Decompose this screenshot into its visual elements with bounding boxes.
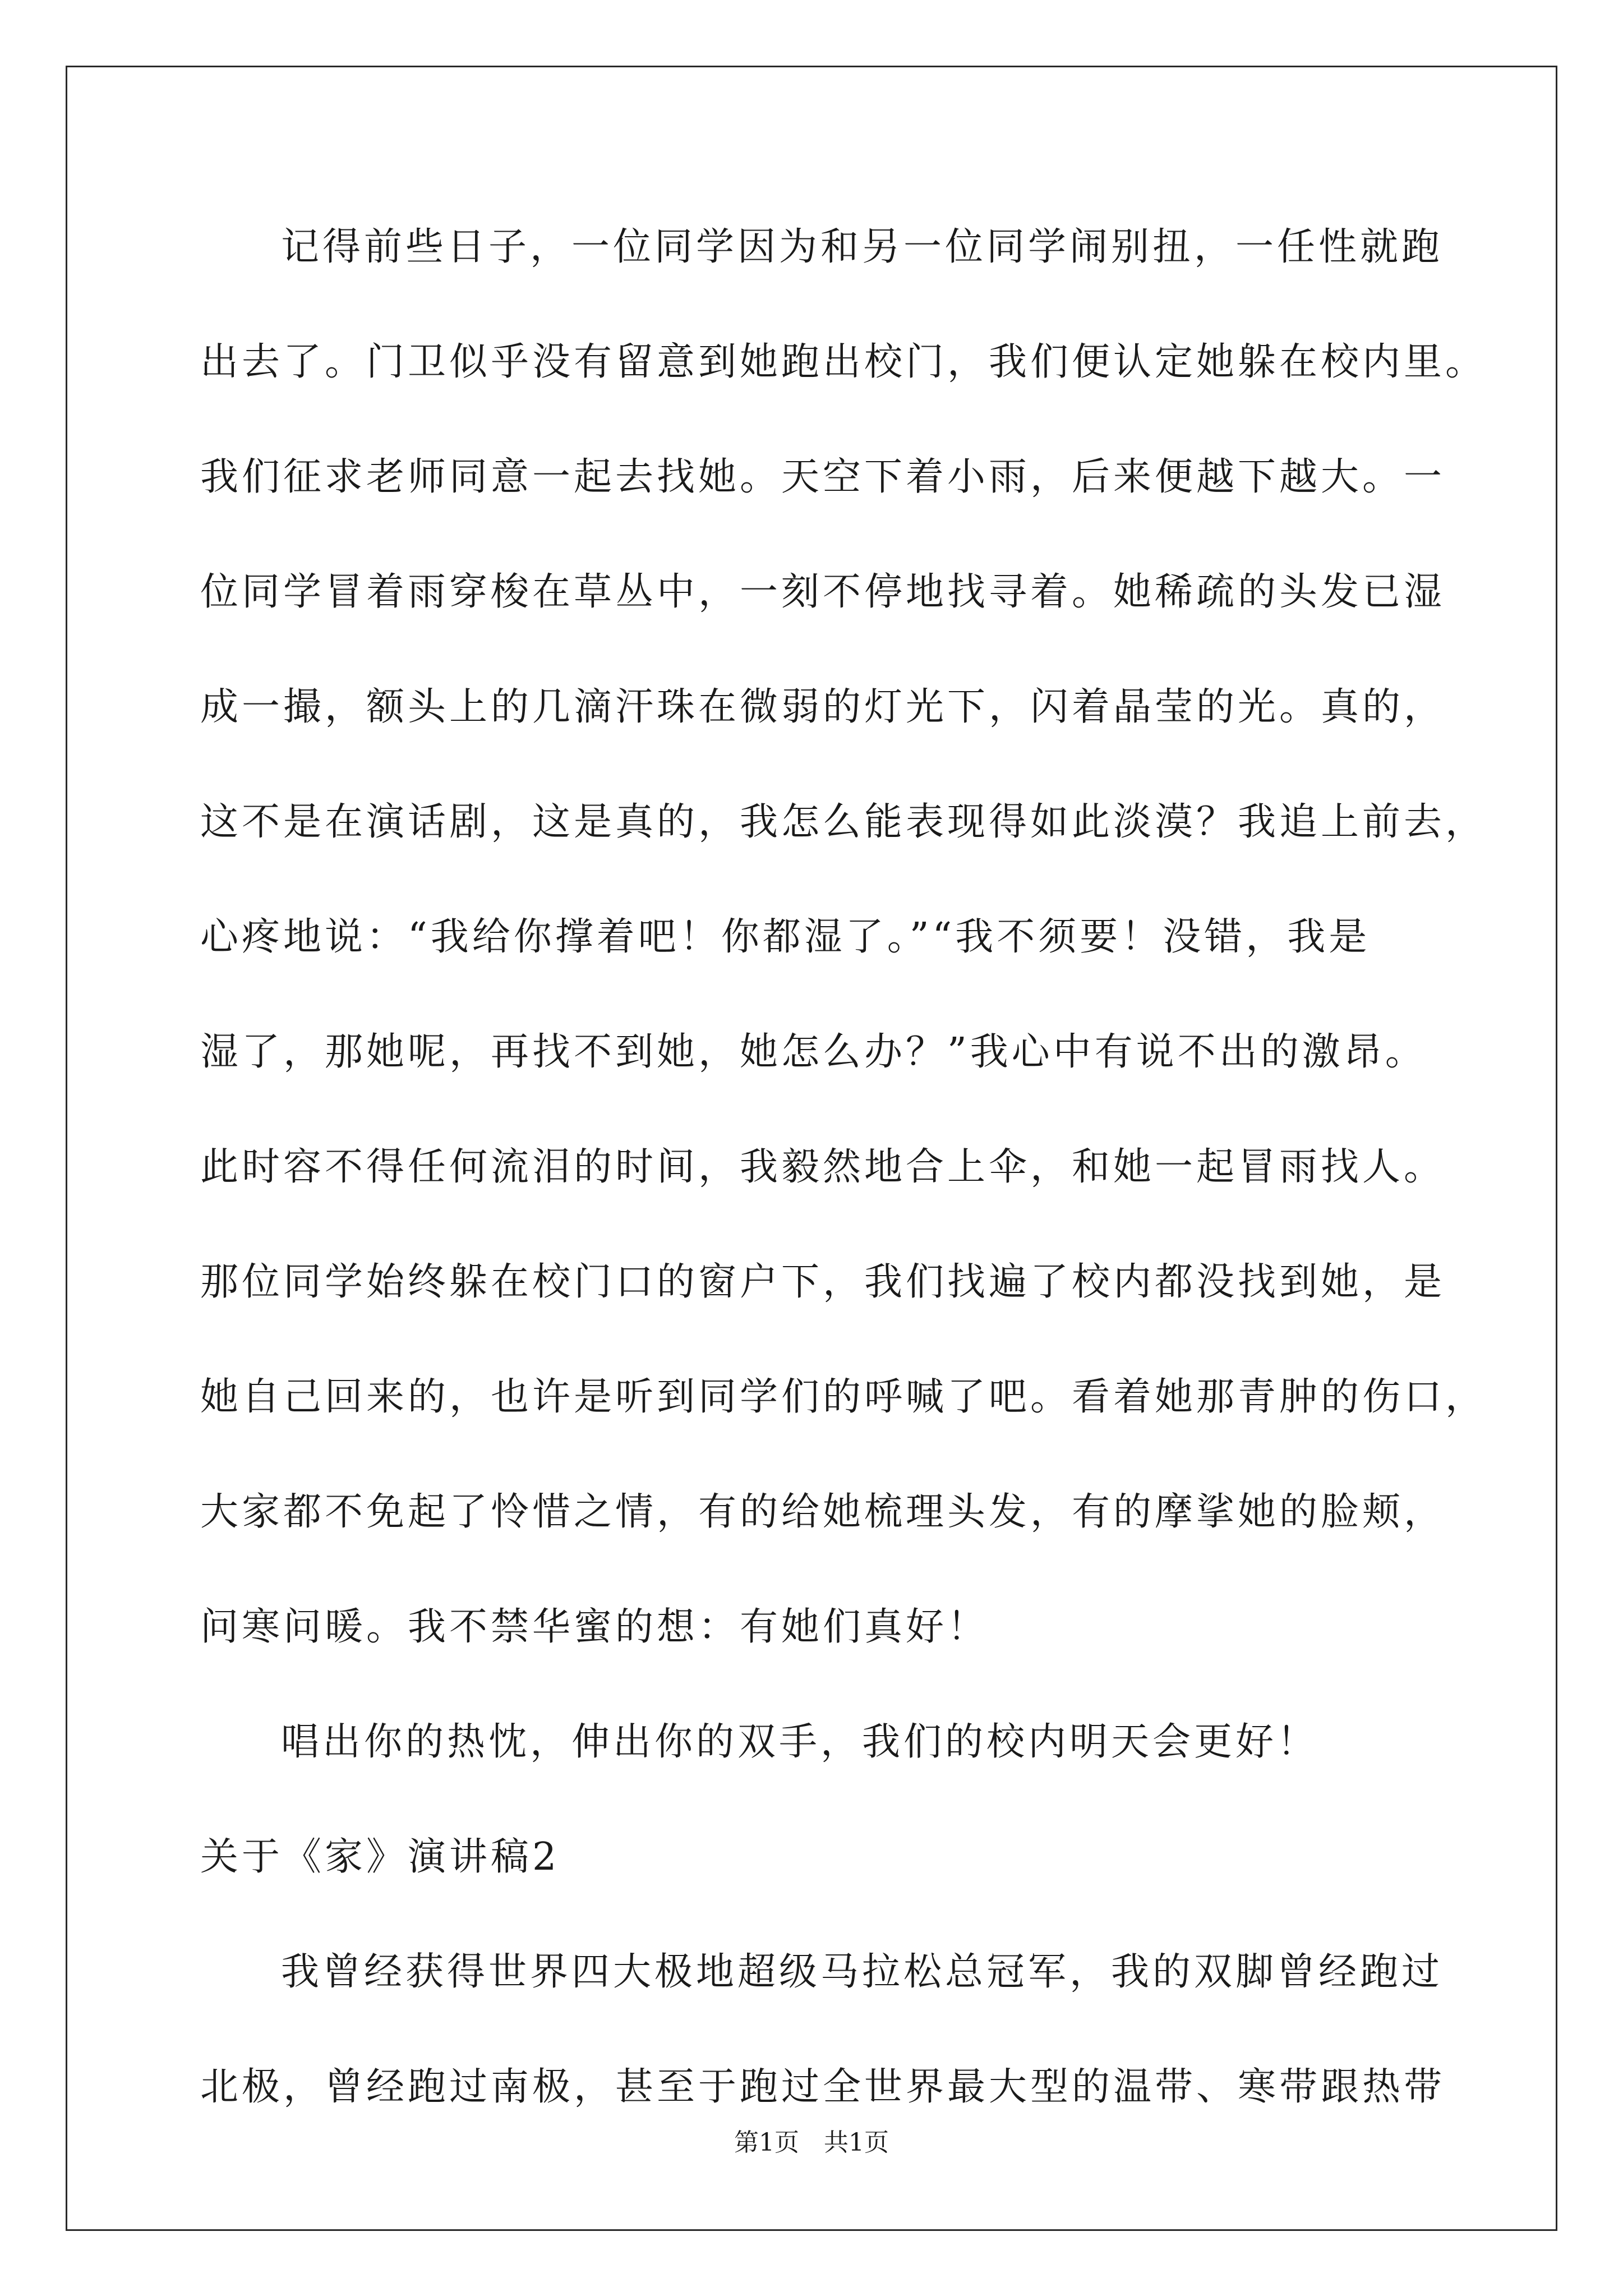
paragraph-line: 成一撮，额头上的几滴汗珠在微弱的灯光下，闪着晶莹的光。真的，	[200, 685, 1446, 729]
paragraph-line: 位同学冒着雨穿梭在草丛中，一刻不停地找寻着。她稀疏的头发已湿	[200, 570, 1446, 614]
paragraph-line: 这不是在演话剧，这是真的，我怎么能表现得如此淡漠？我追上前去，	[200, 800, 1487, 844]
section-title: 关于《家》演讲稿2	[200, 1835, 560, 1879]
paragraph-line: 此时容不得任何流泪的时间，我毅然地合上伞，和她一起冒雨找人。	[200, 1145, 1446, 1189]
paragraph-line: 问寒问暖。我不禁华蜜的想：有她们真好！	[200, 1605, 989, 1649]
paragraph-line: 湿了，那她呢，再找不到她，她怎么办？”我心中有说不出的激昂。	[200, 1030, 1427, 1074]
paragraph-line: 心疼地说：“我给你撑着吧！你都湿了。”“我不须要！没错，我是	[200, 915, 1371, 959]
page-footer: 第1页 共1页	[734, 2128, 889, 2157]
paragraph-line: 唱出你的热忱，伸出你的双手，我们的校内明天会更好！	[281, 1720, 1319, 1764]
paragraph-line: 我曾经获得世界四大极地超级马拉松总冠军，我的双脚曾经跑过	[281, 1950, 1444, 1994]
paragraph-line: 北极，曾经跑过南极，甚至于跑过全世界最大型的温带、寒带跟热带	[200, 2065, 1446, 2109]
paragraph-line: 那位同学始终躲在校门口的窗户下，我们找遍了校内都没找到她，是	[200, 1260, 1446, 1304]
paragraph-line: 我们征求老师同意一起去找她。天空下着小雨，后来便越下越大。一	[200, 455, 1446, 499]
paragraph-line: 出去了。门卫似乎没有留意到她跑出校门，我们便认定她躲在校内里。	[200, 340, 1487, 384]
paragraph-line: 记得前些日子，一位同学因为和另一位同学闹别扭，一任性就跑	[281, 225, 1444, 269]
paragraph-line: 大家都不免起了怜惜之情，有的给她梳理头发，有的摩挲她的脸颊，	[200, 1490, 1446, 1534]
paragraph-line: 她自己回来的，也许是听到同学们的呼喊了吧。看着她那青肿的伤口，	[200, 1375, 1487, 1419]
